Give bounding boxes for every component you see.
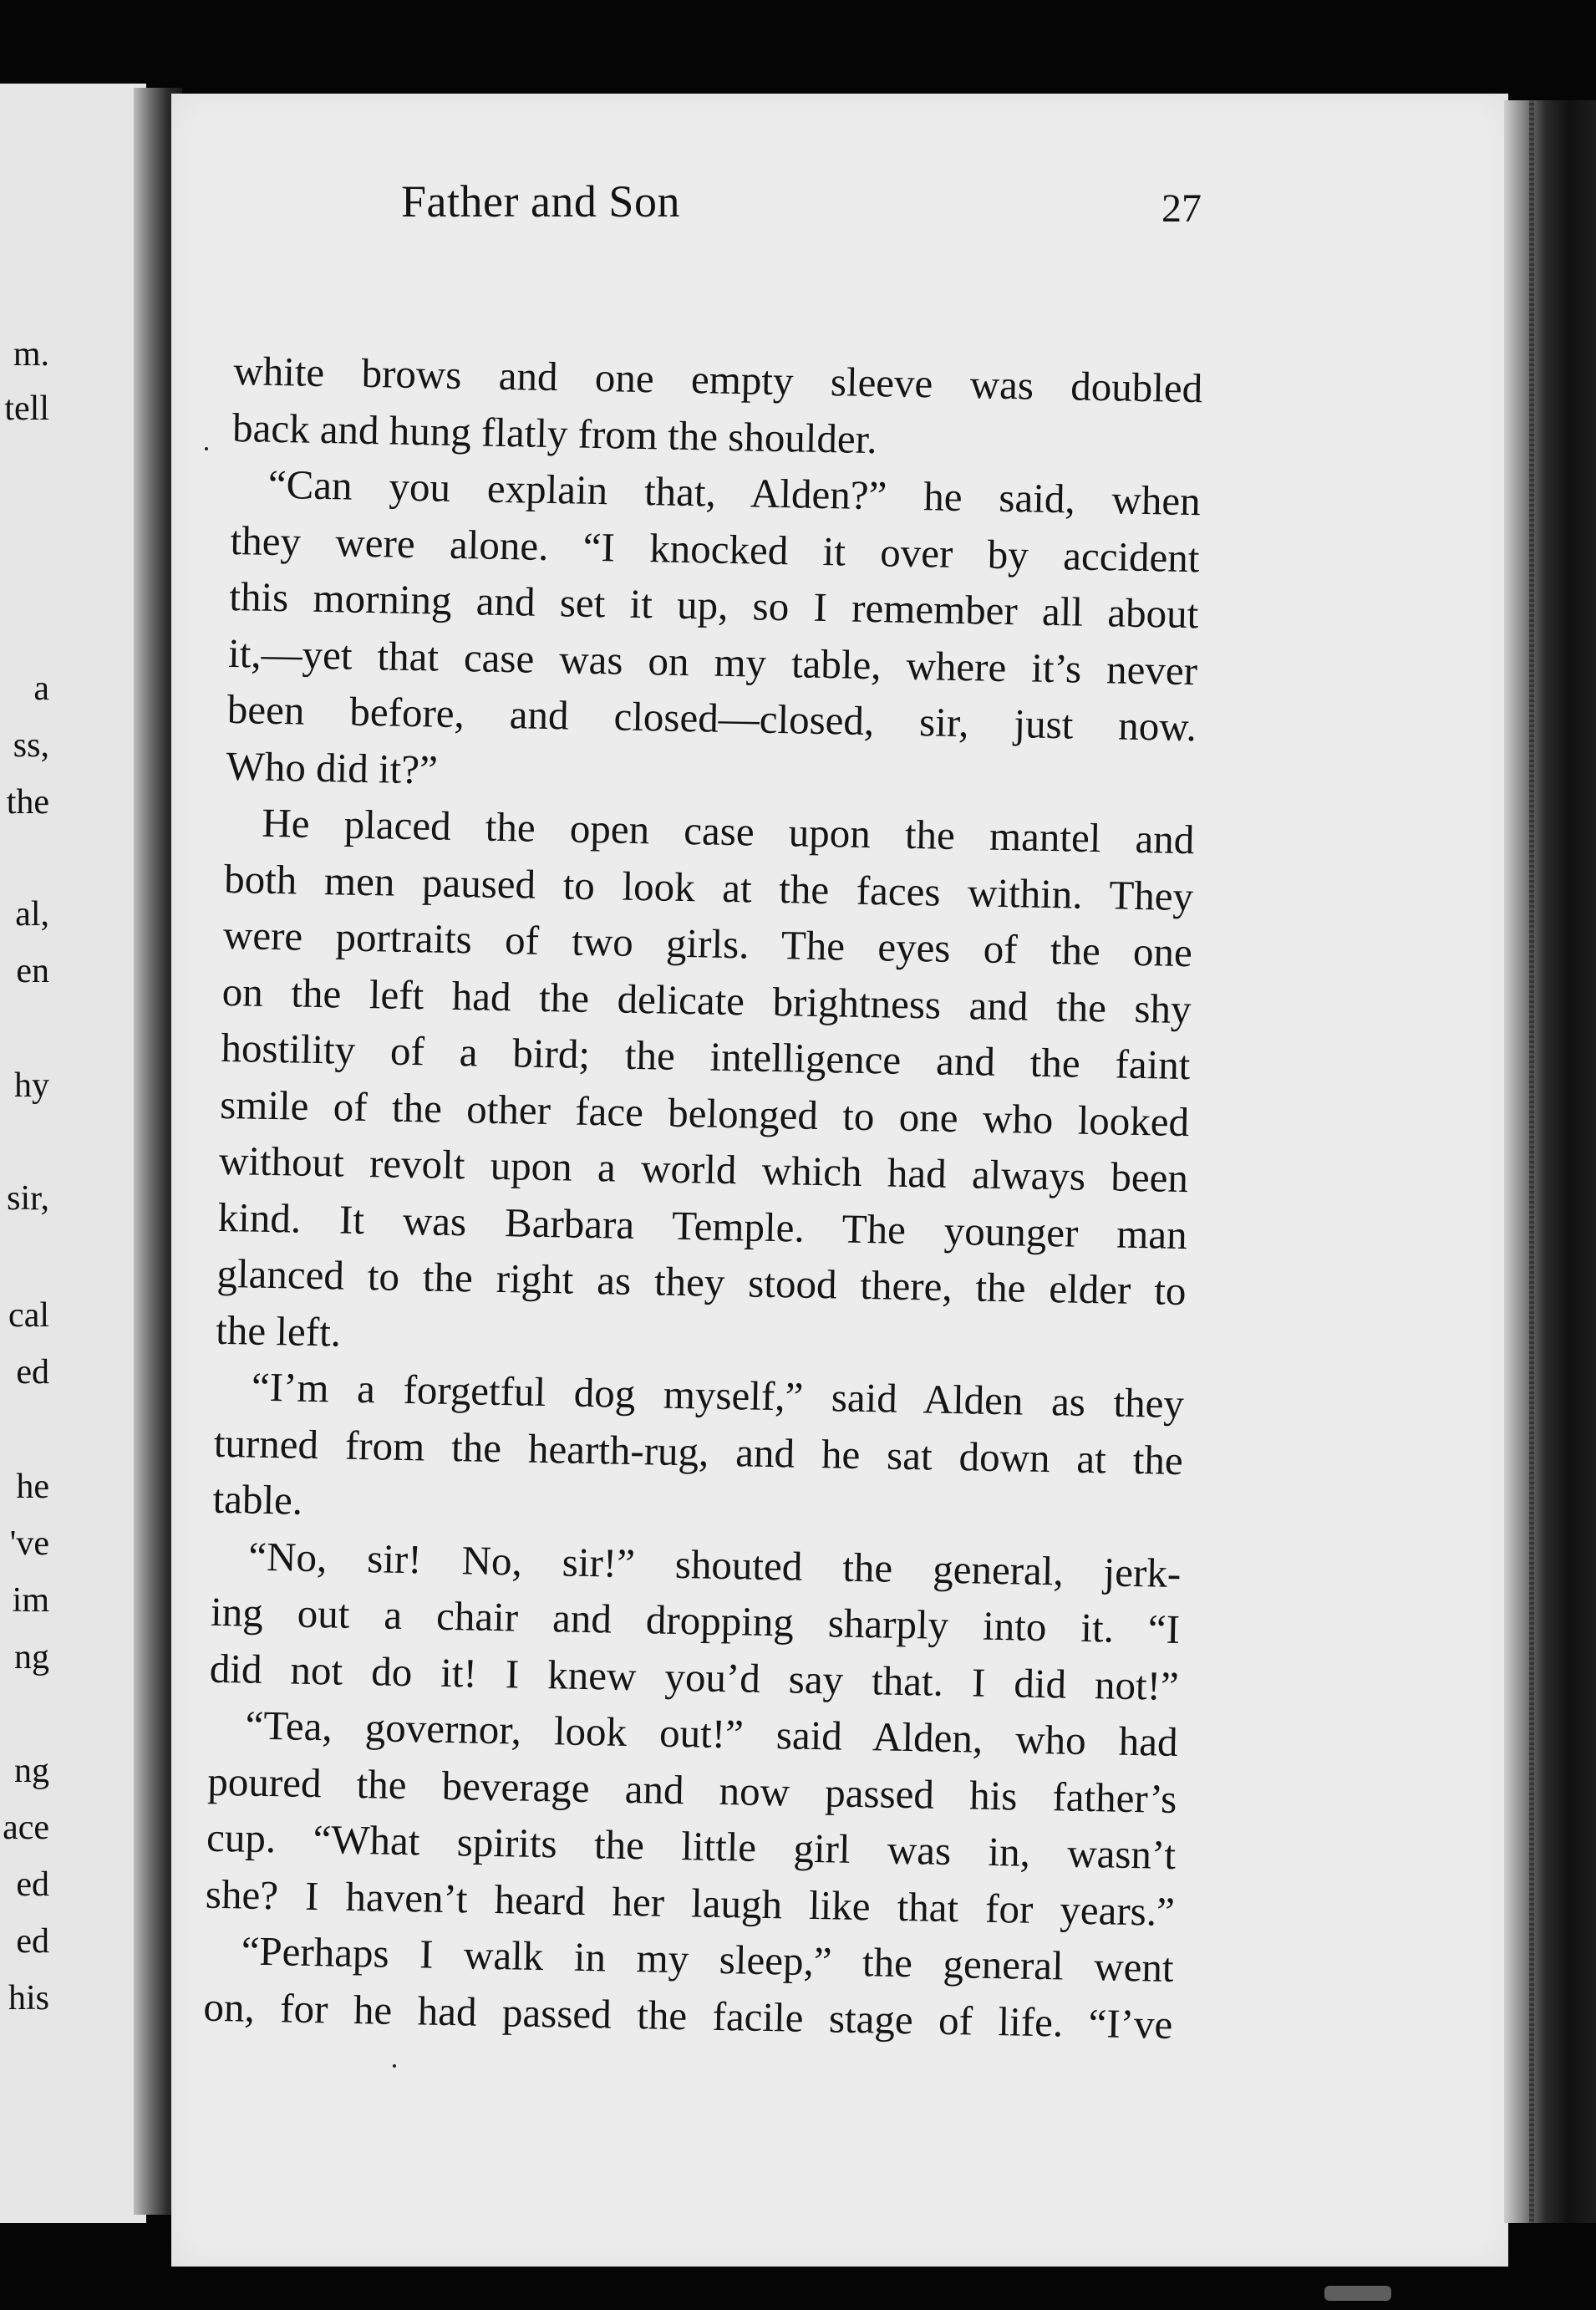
text-line: kind. It was Barbara Temple. The younger man [217, 1193, 1188, 1258]
left-fragment: ed [16, 1353, 49, 1392]
facing-page-text-fragments [0, 84, 146, 2223]
text-line: ing out a chair and dropping sharply into it. “I [210, 1588, 1181, 1652]
text-line: did not do it! I knew you’d say that. I did not!” [209, 1645, 1180, 1709]
scan-speck [205, 447, 208, 450]
text-line: she? I haven’t heard her laugh like that for years.” [205, 1870, 1176, 1935]
page-edge-shadow [1504, 100, 1596, 2223]
text-line: both men paused to look at the faces within. They [223, 855, 1194, 919]
text-line: the left. [215, 1306, 342, 1356]
left-fragment: m. [13, 335, 49, 374]
text-line: turned from the hearth-rug, and he sat down at the [213, 1419, 1184, 1483]
text-line: “I’m a forgetful dog myself,” said Alden as they [251, 1363, 1185, 1427]
left-fragment: im [12, 1581, 49, 1620]
text-line: were portraits of two girls. The eyes of the one [222, 911, 1193, 976]
left-fragment: he [16, 1468, 49, 1506]
left-fragment: the [6, 783, 49, 822]
text-line: without revolt upon a world which had always been [218, 1137, 1189, 1202]
text-line: “No, sir! No, sir!” shouted the general, jerk- [247, 1533, 1182, 1596]
text-line: “Tea, governor, look out!” said Alden, who had [245, 1702, 1179, 1765]
text-line: He placed the open case upon the mantel and [261, 799, 1195, 863]
text-line: this morning and set it up, so I remember all about [228, 572, 1199, 638]
left-fragment: ed [16, 1865, 49, 1904]
text-line: poured the beverage and now passed his father’s [206, 1758, 1177, 1822]
scan-speck [393, 2064, 396, 2068]
page-header [401, 176, 1202, 242]
text-line: table. [212, 1475, 303, 1524]
left-fragment: tell [4, 389, 49, 428]
scan-artifact [1324, 2286, 1391, 2301]
left-fragment: cal [8, 1296, 49, 1335]
text-line: smile of the other face belonged to one who looked [219, 1081, 1190, 1145]
text-line: cup. “What spirits the little girl was in, wasn’t [206, 1814, 1177, 1878]
text-line: glanced to the right as they stood there, the elder to [216, 1249, 1187, 1315]
text-line: “Can you explain that, Alden?” he said, when [267, 460, 1202, 525]
left-fragment: ng [14, 1638, 49, 1677]
left-fragment: en [16, 952, 49, 990]
text-line: back and hung flatly from the shoulder. [231, 404, 878, 462]
text-line: hostility of a bird; the intelligence and the faint [221, 1024, 1191, 1089]
text-line: been before, and closed—closed, sir, just now. [226, 685, 1197, 750]
body-text [203, 343, 1203, 2053]
left-fragment: ed [16, 1922, 49, 1961]
text-line: on, for he had passed the facile stage of life. “I’ve [203, 1983, 1173, 2048]
facing-page-left [0, 84, 146, 2223]
left-fragment: al, [15, 895, 49, 934]
running-title: Father and Son [401, 176, 680, 226]
left-fragment: hy [14, 1066, 49, 1105]
text-line: Who did it?” [226, 742, 439, 793]
left-fragment: ng [14, 1752, 49, 1790]
text-line: white brows and one empty sleeve was doubled [232, 347, 1203, 412]
text-line: it,—yet that case was on my table, where it’s never [227, 629, 1198, 694]
left-fragment: his [8, 1979, 49, 2017]
left-fragment: a [33, 669, 49, 708]
page-number: 27 [1161, 186, 1202, 231]
text-line: on the left had the delicate brightness and the shy [221, 968, 1192, 1032]
left-fragment: ss, [13, 726, 49, 765]
left-fragment: sir, [7, 1179, 49, 1218]
left-fragment: 've [9, 1524, 49, 1563]
text-line: “Perhaps I walk in my sleep,” the general went [241, 1927, 1175, 1991]
text-line: they were alone. “I knocked it over by accident [230, 516, 1200, 581]
left-fragment: ace [3, 1809, 49, 1847]
